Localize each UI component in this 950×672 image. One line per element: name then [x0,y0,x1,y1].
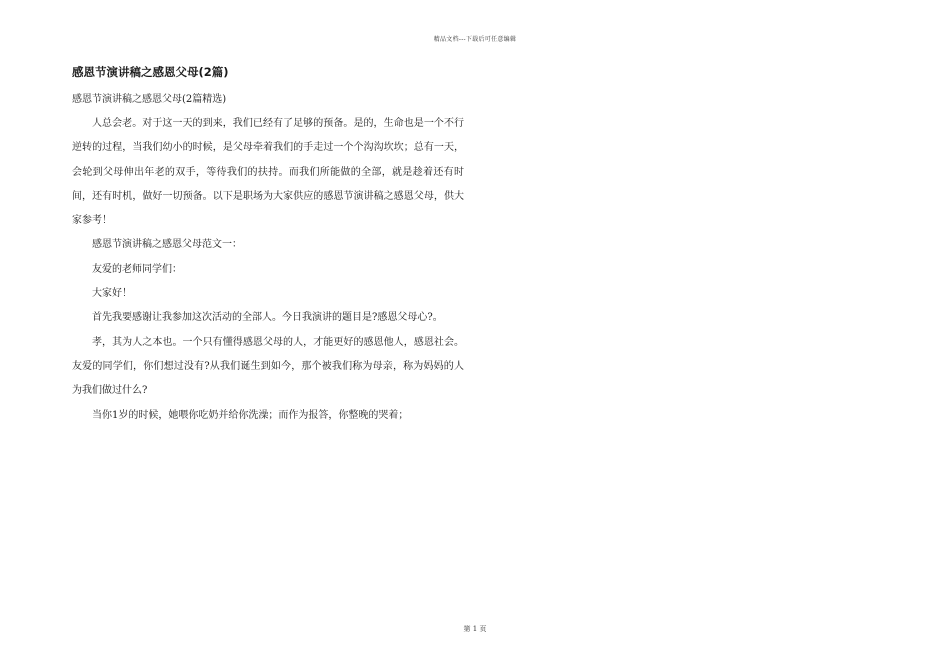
paragraph-sample-heading: 感恩节演讲稿之感恩父母范文一： [92,239,242,251]
paragraph-filial-piety: 孝，其为人之本也。一个只有懂得感恩父母的人，才能更好的感恩他人，感恩社会。友爱的同学们，你们想过没有?从我们诞生到如今，那个被我们称为母亲，称为妈妈的人为我们做过什么? [72,336,464,397]
page-number: 第 1 页 [463,625,487,633]
header-note: 精品文档---下载后可任意编辑 [433,36,517,43]
paragraph-age-one: 当你1岁的时候，她喂你吃奶并给你洗澡；而作为报答，你整晚的哭着； [92,409,409,421]
paragraph-opening: 首先我要感谢让我参加这次活动的全部人。今日我演讲的题目是?感恩父母心?。 [92,312,443,324]
document-title: 感恩节演讲稿之感恩父母(2篇) [72,65,229,79]
document-subtitle: 感恩节演讲稿之感恩父母(2篇精选) [72,94,227,105]
paragraph-salutation: 友爱的老师同学们： [92,263,182,275]
document-body [72,64,464,428]
paragraph-intro: 人总会老。对于这一天的到来，我们已经有了足够的预备。是的，生命也是一个不行逆转的过程，当我们幼小的时候，是父母牵着我们的手走过一个个沟沟坎坎；总有一天，会轮到父母伸出年老的双手，等待我们的扶持。而我们所能做的全部，就是趁着还有时间，还有时机，做好一切预备。以下是职场为大家供应的感恩节演讲稿之感恩父母，供大家参考！ [72,118,464,227]
paragraph-greeting: 大家好！ [92,288,132,300]
